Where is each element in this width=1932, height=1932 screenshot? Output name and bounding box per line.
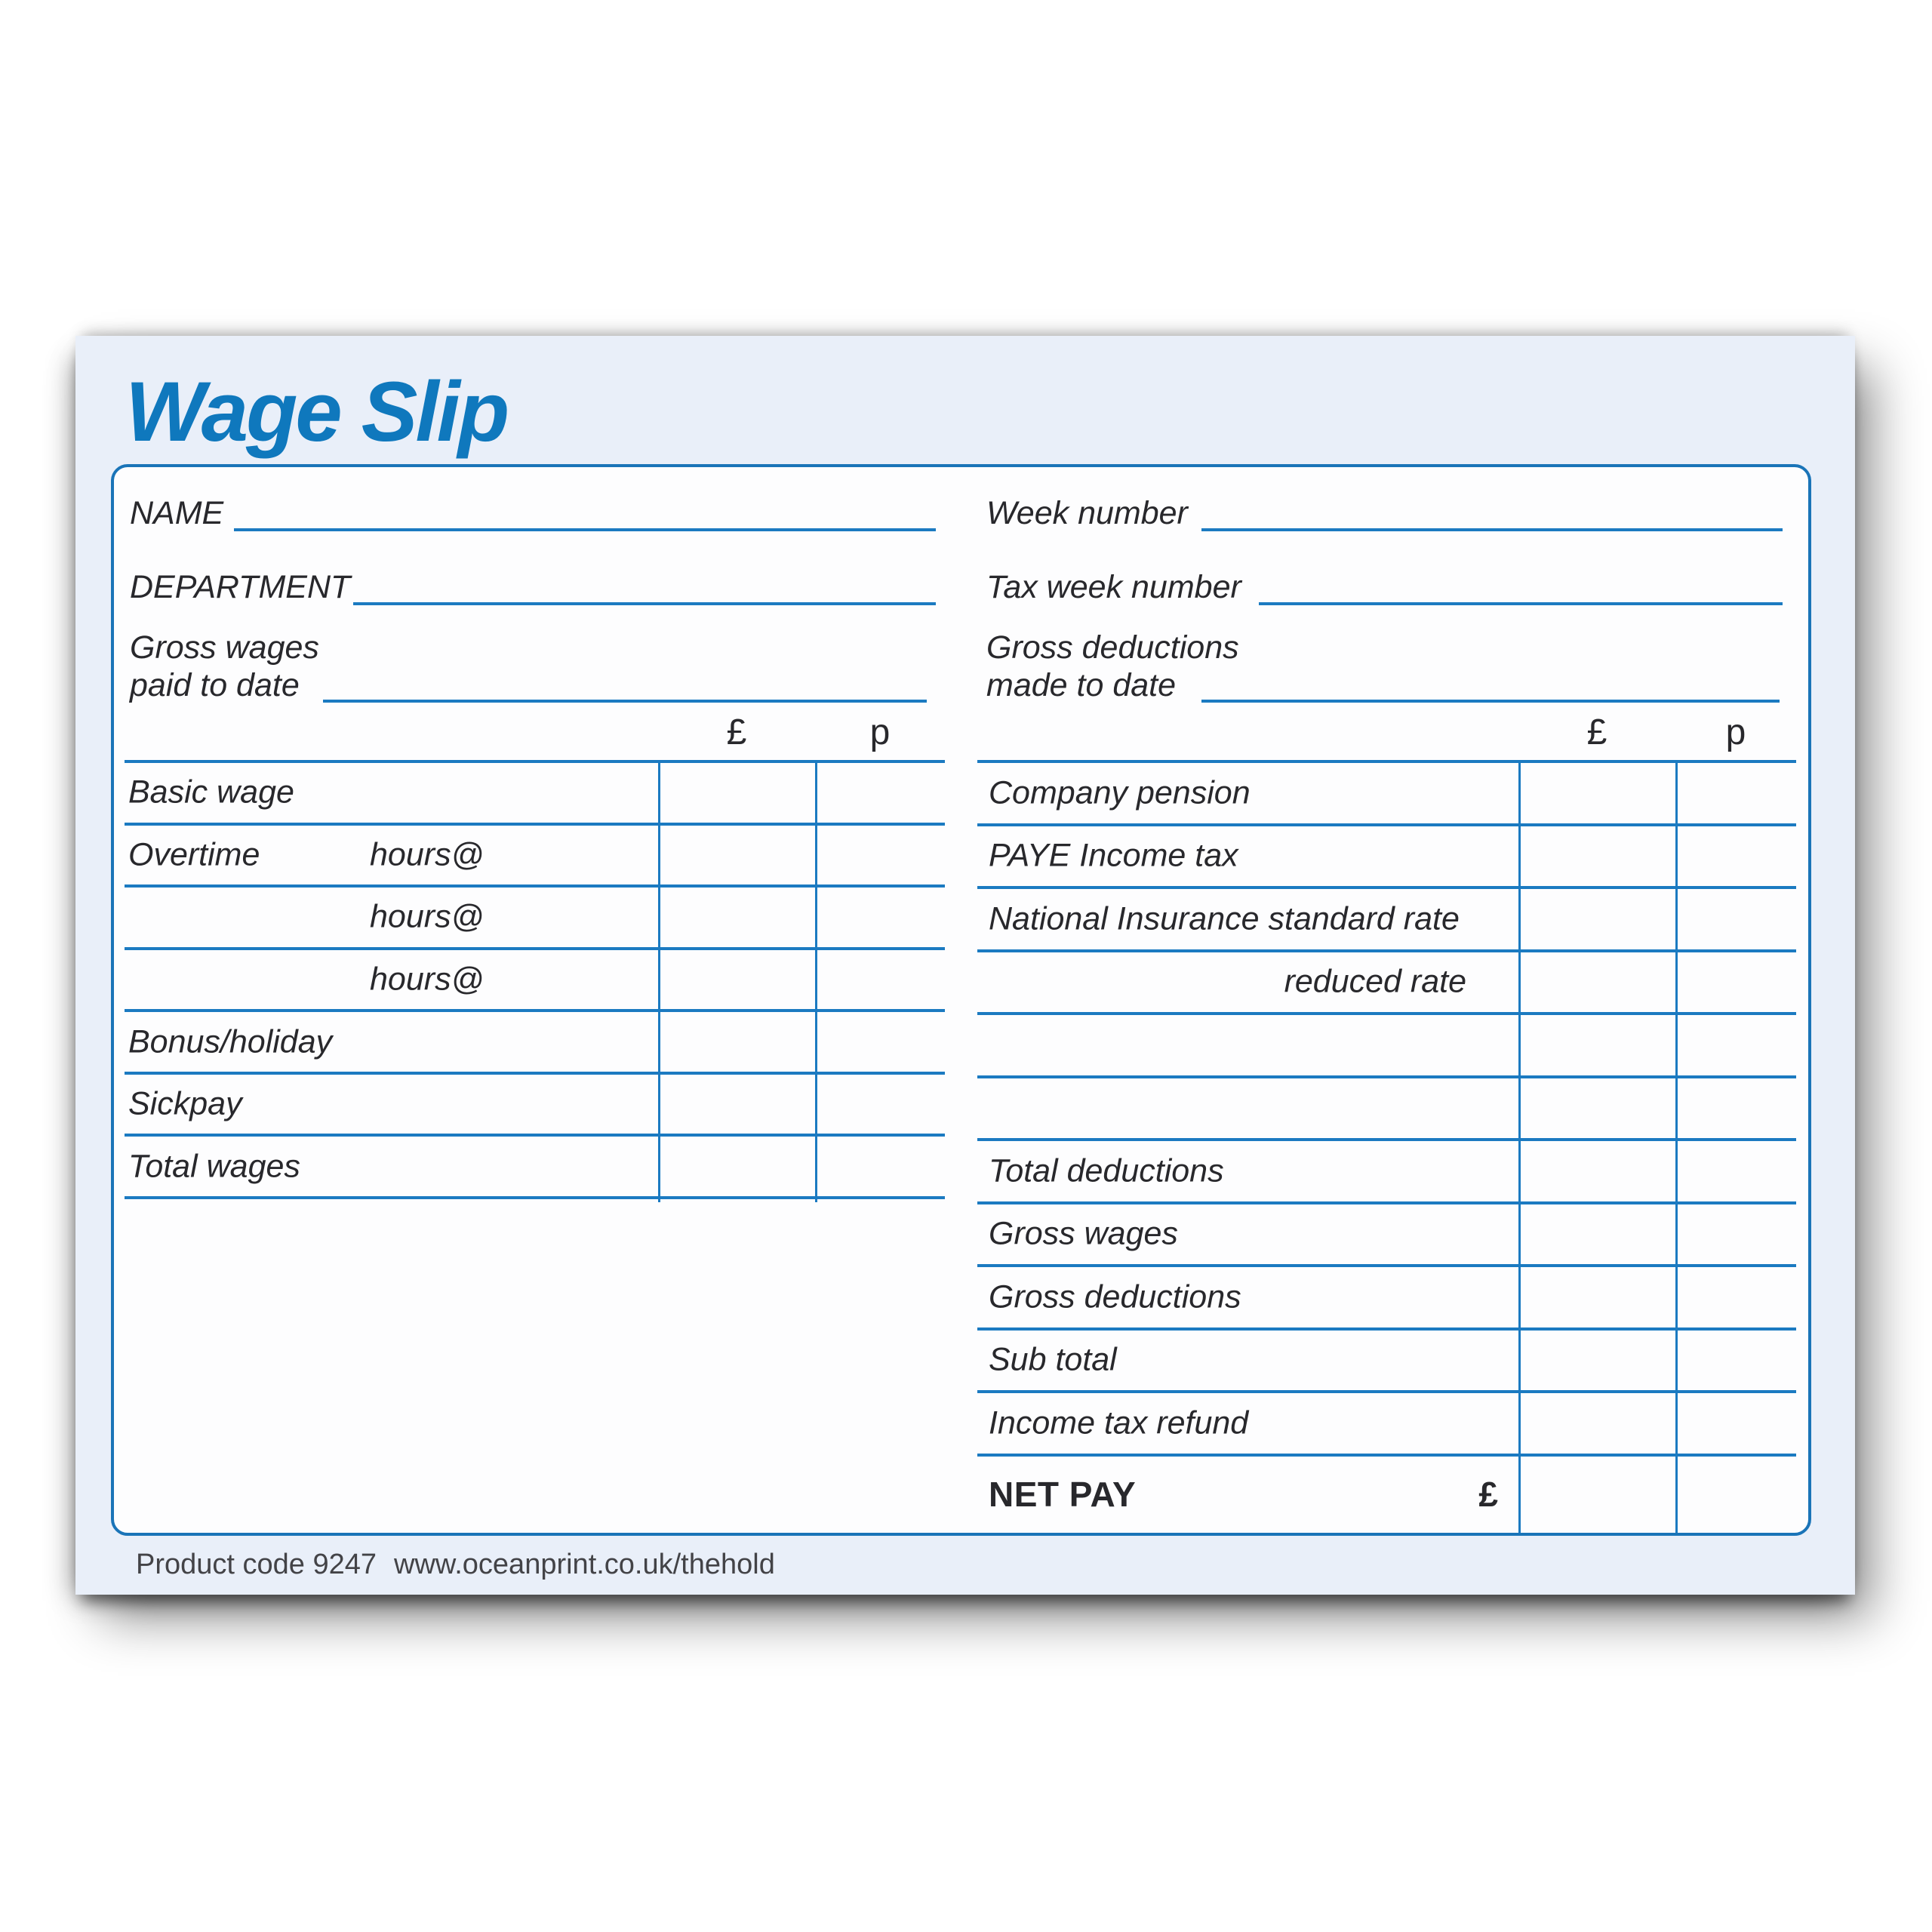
wages-pounds-header: £: [726, 712, 747, 752]
row-label: Basic wage: [128, 774, 294, 811]
gross-wages-paid-field-line[interactable]: [323, 700, 927, 703]
product-code-text: Product code 9247: [136, 1549, 377, 1580]
bonus-holiday-pence-cell[interactable]: [815, 1012, 945, 1072]
row-net-pay: [977, 1454, 1796, 1534]
total-deductions-pence-cell[interactable]: [1675, 1141, 1796, 1201]
overtime2-pounds-cell[interactable]: [658, 888, 815, 947]
overtime2-pence-cell[interactable]: [815, 888, 945, 947]
hours-at-label: hours@: [370, 836, 485, 873]
name-label: NAME: [130, 495, 224, 531]
row-overtime-3: [125, 947, 945, 1010]
wages-table: [125, 760, 945, 1199]
row-label: National Insurance standard rate: [989, 900, 1460, 937]
gross-deductions-made-field-line[interactable]: [1201, 700, 1780, 703]
row-overtime-1: [125, 823, 945, 885]
deductions-table: [977, 760, 1796, 1533]
blank1-pounds-cell[interactable]: [1518, 1015, 1675, 1075]
ni-reduced-pounds-cell[interactable]: [1518, 952, 1675, 1013]
sickpay-pence-cell[interactable]: [815, 1075, 945, 1134]
company-pension-pounds-cell[interactable]: [1518, 763, 1675, 823]
wages-pence-header: p: [869, 712, 891, 752]
week-number-field-line[interactable]: [1201, 528, 1783, 531]
total-deductions-pounds-cell[interactable]: [1518, 1141, 1675, 1201]
row-label: Overtime: [128, 836, 260, 873]
paye-pounds-cell[interactable]: [1518, 826, 1675, 887]
row-label: Bonus/holiday: [128, 1023, 333, 1060]
bonus-holiday-pounds-cell[interactable]: [658, 1012, 815, 1072]
ni-reduced-pence-cell[interactable]: [1675, 952, 1796, 1013]
week-number-label: Week number: [986, 495, 1188, 531]
department-field-line[interactable]: [353, 602, 936, 605]
blank2-pence-cell[interactable]: [1675, 1078, 1796, 1139]
sickpay-pounds-cell[interactable]: [658, 1075, 815, 1134]
deductions-pounds-header: £: [1586, 712, 1607, 752]
overtime3-pounds-cell[interactable]: [658, 950, 815, 1010]
row-total-deductions: [977, 1138, 1796, 1201]
sub-total-pounds-cell[interactable]: [1518, 1331, 1675, 1391]
row-gross-wages: [977, 1201, 1796, 1265]
row-label: PAYE Income tax: [989, 837, 1238, 874]
row-bonus-holiday: [125, 1009, 945, 1072]
row-label: Total wages: [128, 1148, 300, 1185]
row-label: Gross wages: [989, 1215, 1178, 1252]
gross-deductions-made-label-line1: Gross deductions: [986, 629, 1239, 666]
income-tax-refund-pounds-cell[interactable]: [1518, 1393, 1675, 1454]
deductions-pence-header: p: [1725, 712, 1746, 752]
net-pay-pounds-cell[interactable]: [1518, 1457, 1675, 1534]
blank1-pence-cell[interactable]: [1675, 1015, 1796, 1075]
overtime1-pounds-cell[interactable]: [658, 826, 815, 885]
row-label: Income tax refund: [989, 1404, 1249, 1441]
row-sub-total: [977, 1327, 1796, 1391]
tax-week-number-label: Tax week number: [986, 569, 1241, 605]
row-paye-income-tax: [977, 823, 1796, 887]
paye-pence-cell[interactable]: [1675, 826, 1796, 887]
row-sickpay: [125, 1072, 945, 1134]
row-blank-2: [977, 1075, 1796, 1139]
ni-standard-pence-cell[interactable]: [1675, 889, 1796, 949]
row-label: Sub total: [989, 1341, 1117, 1378]
row-label: Sickpay: [128, 1085, 242, 1122]
row-total-wages: [125, 1134, 945, 1196]
row-company-pension: [977, 760, 1796, 823]
overtime1-pence-cell[interactable]: [815, 826, 945, 885]
row-basic-wage: [125, 760, 945, 823]
row-blank-1: [977, 1012, 1796, 1075]
net-pay-pound-sign: £: [1478, 1475, 1498, 1515]
wage-slip-sheet: [75, 336, 1855, 1595]
row-ni-reduced-rate: [977, 949, 1796, 1013]
tax-week-number-field-line[interactable]: [1259, 602, 1783, 605]
blank2-pounds-cell[interactable]: [1518, 1078, 1675, 1139]
row-label: reduced rate: [1284, 963, 1466, 1000]
gross-deductions-pence-cell[interactable]: [1675, 1267, 1796, 1327]
row-label: Total deductions: [989, 1152, 1224, 1189]
gross-wages-paid-label-line2: paid to date: [130, 667, 300, 703]
row-income-tax-refund: [977, 1390, 1796, 1454]
gross-wages-paid-label-line1: Gross wages: [130, 629, 319, 666]
hours-at-label: hours@: [370, 961, 485, 998]
company-pension-pence-cell[interactable]: [1675, 763, 1796, 823]
row-label: Gross deductions: [989, 1278, 1241, 1315]
row-overtime-2: [125, 884, 945, 947]
ni-standard-pounds-cell[interactable]: [1518, 889, 1675, 949]
income-tax-refund-pence-cell[interactable]: [1675, 1393, 1796, 1454]
row-gross-deductions: [977, 1264, 1796, 1327]
name-field-line[interactable]: [234, 528, 936, 531]
website-text: www.oceanprint.co.uk/thehold: [394, 1549, 775, 1580]
gross-deductions-made-label-line2: made to date: [986, 667, 1177, 703]
total-wages-pounds-cell[interactable]: [658, 1137, 815, 1196]
gross-wages-pence-cell[interactable]: [1675, 1204, 1796, 1265]
net-pay-pence-cell[interactable]: [1675, 1457, 1796, 1534]
basic-wage-pounds-cell[interactable]: [658, 763, 815, 823]
total-wages-pence-cell[interactable]: [815, 1137, 945, 1196]
hours-at-label: hours@: [370, 898, 485, 935]
basic-wage-pence-cell[interactable]: [815, 763, 945, 823]
gross-deductions-pounds-cell[interactable]: [1518, 1267, 1675, 1327]
sub-total-pence-cell[interactable]: [1675, 1331, 1796, 1391]
gross-wages-pounds-cell[interactable]: [1518, 1204, 1675, 1265]
row-label: Company pension: [989, 774, 1251, 811]
row-ni-standard-rate: [977, 886, 1796, 949]
page-title: Wage Slip: [125, 365, 508, 459]
department-label: DEPARTMENT: [130, 569, 351, 605]
overtime3-pence-cell[interactable]: [815, 950, 945, 1010]
net-pay-label: NET PAY: [989, 1475, 1137, 1515]
